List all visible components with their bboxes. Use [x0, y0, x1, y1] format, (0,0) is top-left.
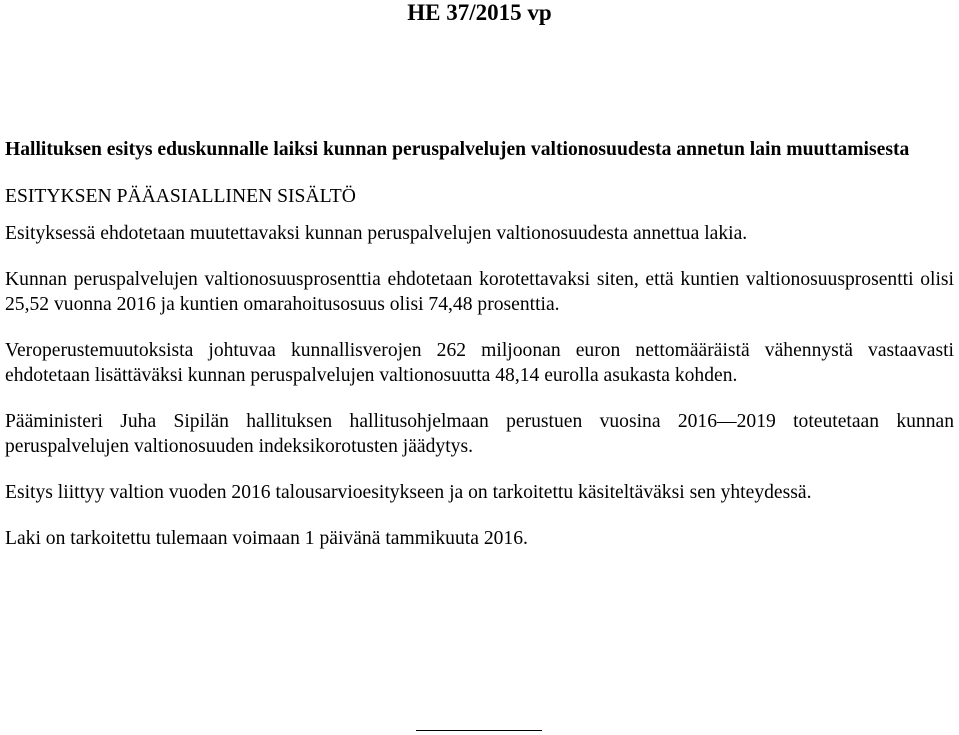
paragraph: Kunnan peruspalvelujen valtionosuusprosenttia ehdotetaan korotettavaksi siten, että kuntien valtionosuusprosentti olisi 25,52 vuonna 2016 ja kuntien omarahoitusosuus olisi 74,48 prosenttia.	[5, 269, 954, 315]
section-heading: ESITYKSEN PÄÄASIALLINEN SISÄLTÖ	[5, 186, 356, 207]
paragraph: Laki on tarkoitettu tulemaan voimaan 1 päivänä tammikuuta 2016.	[5, 528, 528, 549]
document-id: HE 37/2015 vp	[407, 0, 552, 25]
document-body	[5, 137, 954, 551]
paragraph: Esityksessä ehdotetaan muutettavaksi kunnan peruspalvelujen valtionosuudesta annettua lakia.	[5, 223, 748, 244]
end-rule	[416, 730, 542, 731]
paragraph: Veroperustemuutoksista johtuvaa kunnallisverojen 262 miljoonan euron nettomääräistä vähennystä vastaavasti ehdotetaan lisättäväksi kunnan peruspalvelujen valtionosuutta 48,14 eurolla asukasta kohden.	[5, 340, 954, 386]
paragraph: Esitys liittyy valtion vuoden 2016 talousarvioesitykseen ja on tarkoitettu käsiteltäväksi sen yhteydessä.	[5, 482, 812, 503]
document-title: Hallituksen esitys eduskunnalle laiksi kunnan peruspalvelujen valtionosuudesta annetun lain muuttamisesta	[5, 139, 910, 160]
paragraph: Pääministeri Juha Sipilän hallituksen hallitusohjelmaan perustuen vuosina 2016—2019 toteutetaan kunnan peruspalvelujen valtionosuuden indeksikorotusten jäädytys.	[5, 411, 954, 457]
